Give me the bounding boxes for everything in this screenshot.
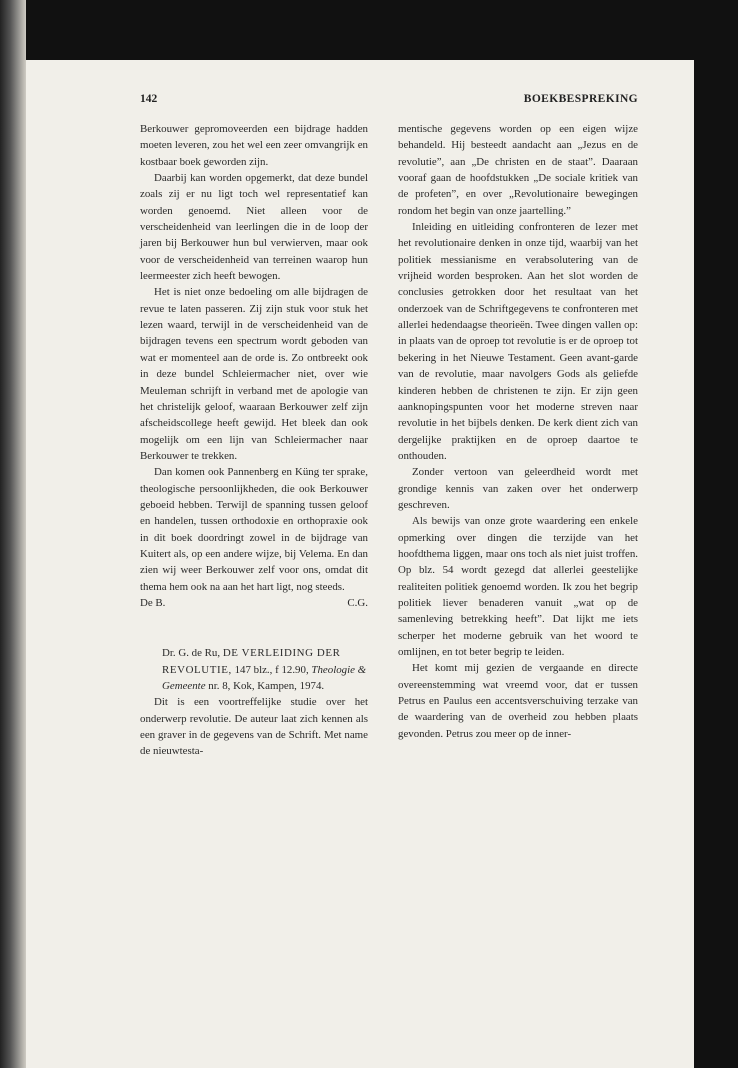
citation-author: Dr. G. de Ru, — [162, 647, 221, 660]
paragraph: Als bewijs van onze grote waardering een enkele opmerking over dingen die terzijde van het hoofdthema liggen, maar ons toch als niet juist troffen. Op blz. 54 wordt gezegd dat allerlei geestelijke realiteiten politiek genoemd worden. Ik zou het begrip politiek liever benaderen vanuit „wat op de samenleving betrekking heeft”. Dat lijkt me iets scherper het moderne gebruik van het woord te omlijnen, en tot beter begrip te leiden. — [398, 515, 638, 658]
paragraph: mentische gegevens worden op een eigen wijze behandeld. Hij besteedt aandacht aan „Jezus en de revolutie”, aan „De christen en de staat”. Daaraan vooraf gaan de hoofdstukken „De sociale kritiek van de profeten”, en over „Revolutionaire bewegingen rondom het begin van onze jaartelling.” — [398, 123, 638, 217]
page-header — [140, 93, 638, 109]
paragraph: Zonder vertoon van geleerdheid wordt met grondige kennis van zaken over het onderwerp geschreven. — [398, 466, 638, 511]
paragraph: Het komt mij gezien de vergaande en directe overeenstemming wat vreemd voor, dat er tussen Petrus en Paulus een accentsverschuiving terzake van de waardering van de overheid zou hebben plaats gevonden. Petrus zou meer op de inner- — [398, 662, 638, 740]
book-citation — [162, 645, 368, 694]
paragraph: Berkouwer gepromoveerden een bijdrage hadden moeten leveren, zou het wel een zeer omvangrijk en kostbaar boek geworden zijn. — [140, 123, 368, 168]
paragraph: Daarbij kan worden opgemerkt, dat deze bundel zoals zij er nu ligt toch wel representatief kan worden genoemd. Niet alleen voor de verscheidenheid van leerlingen die in de loop der jaren bij Berkouwer hun bul verwierven, maar ook voor de verscheidenheid van terreinen waarop hun leermeester zich heeft bewogen. — [140, 172, 368, 283]
signature-left: De B. — [140, 596, 166, 609]
signature-right: C.G. — [347, 596, 368, 609]
paragraph: Dan komen ook Pannenberg en Küng ter sprake, theologische persoonlijkheden, die ook Berkouwer geboeid hebben. Terwijl de spanning tussen geloof en handelen, tussen orthodoxie en orthopraxie ook in dit boek doordringt zowel in de bijdrage van Kuitert als, op een andere wijze, bij Velema. En dan zien wij weer Berkouwer zelf voor ons, omdat dit thema hem ook na aan het hart ligt, nog steeds. — [140, 466, 368, 593]
citation-series: Theologie & Gemeente — [162, 663, 367, 692]
citation-publisher: nr. 8, Kok, Kampen, 1974. — [208, 680, 325, 692]
scan-border-left — [0, 0, 26, 1068]
left-column — [140, 121, 368, 760]
scan-border-right — [694, 0, 738, 1068]
right-column — [398, 121, 638, 742]
signature-line — [140, 595, 368, 611]
citation-title: DE VERLEIDING DER REVOLUTIE, — [162, 647, 341, 676]
running-head: BOEKBESPREKING — [523, 93, 638, 105]
paragraph: Dit is een voortreffelijke studie over het onderwerp revolutie. De auteur laat zich kennen als een graver in de gegevens van de Schrift. Met name de nieuwtesta- — [140, 696, 368, 758]
scan-border-top — [0, 0, 738, 60]
page-number: 142 — [140, 93, 158, 105]
paragraph: Inleiding en uitleiding confronteren de lezer met het revolutionaire denken in onze tijd, waarbij van het politiek messianisme en verabsolutering van de vrijheid worden besproken. Aan het slot worden de conclusies getrokken door het resultaat van het onderzoek van de Schriftgegevens te confronteren met allerlei hedendaagse theorieën. Twee dingen vallen op: in plaats van de oproep tot revolutie is er de oproep tot bekering in het Nieuwe Testament. Geen avant-garde van de revolutie, maar navolgers Gods als geliefde kinderen hebben de christenen te zijn. Er zijn geen aanknopingspunten voor het moderne streven naar revolutie in het bijbels denken. De kerk dient zich van dergelijke praktijken en de oproep daartoe te onthouden. — [398, 221, 638, 462]
paragraph: Het is niet onze bedoeling om alle bijdragen de revue te laten passeren. Zij zijn stuk voor stuk het lezen waard, terwijl in de verscheidenheid van de bijdragen tevens een spectrum wordt geboden van wat er momenteel aan de orde is. Zo ontbreekt ook in deze bundel Schleiermacher niet, over wie Meuleman schrijft in verband met de apologie van het christelijk geloof, waaraan Berkouwer zelf zijn afscheidscollege heeft gewijd. Het bleek dan ook mogelijk om een lijn van Schleiermacher naar Berkouwer te trekken. — [140, 286, 368, 462]
citation-details: 147 blz., f 12.90, — [234, 663, 309, 676]
